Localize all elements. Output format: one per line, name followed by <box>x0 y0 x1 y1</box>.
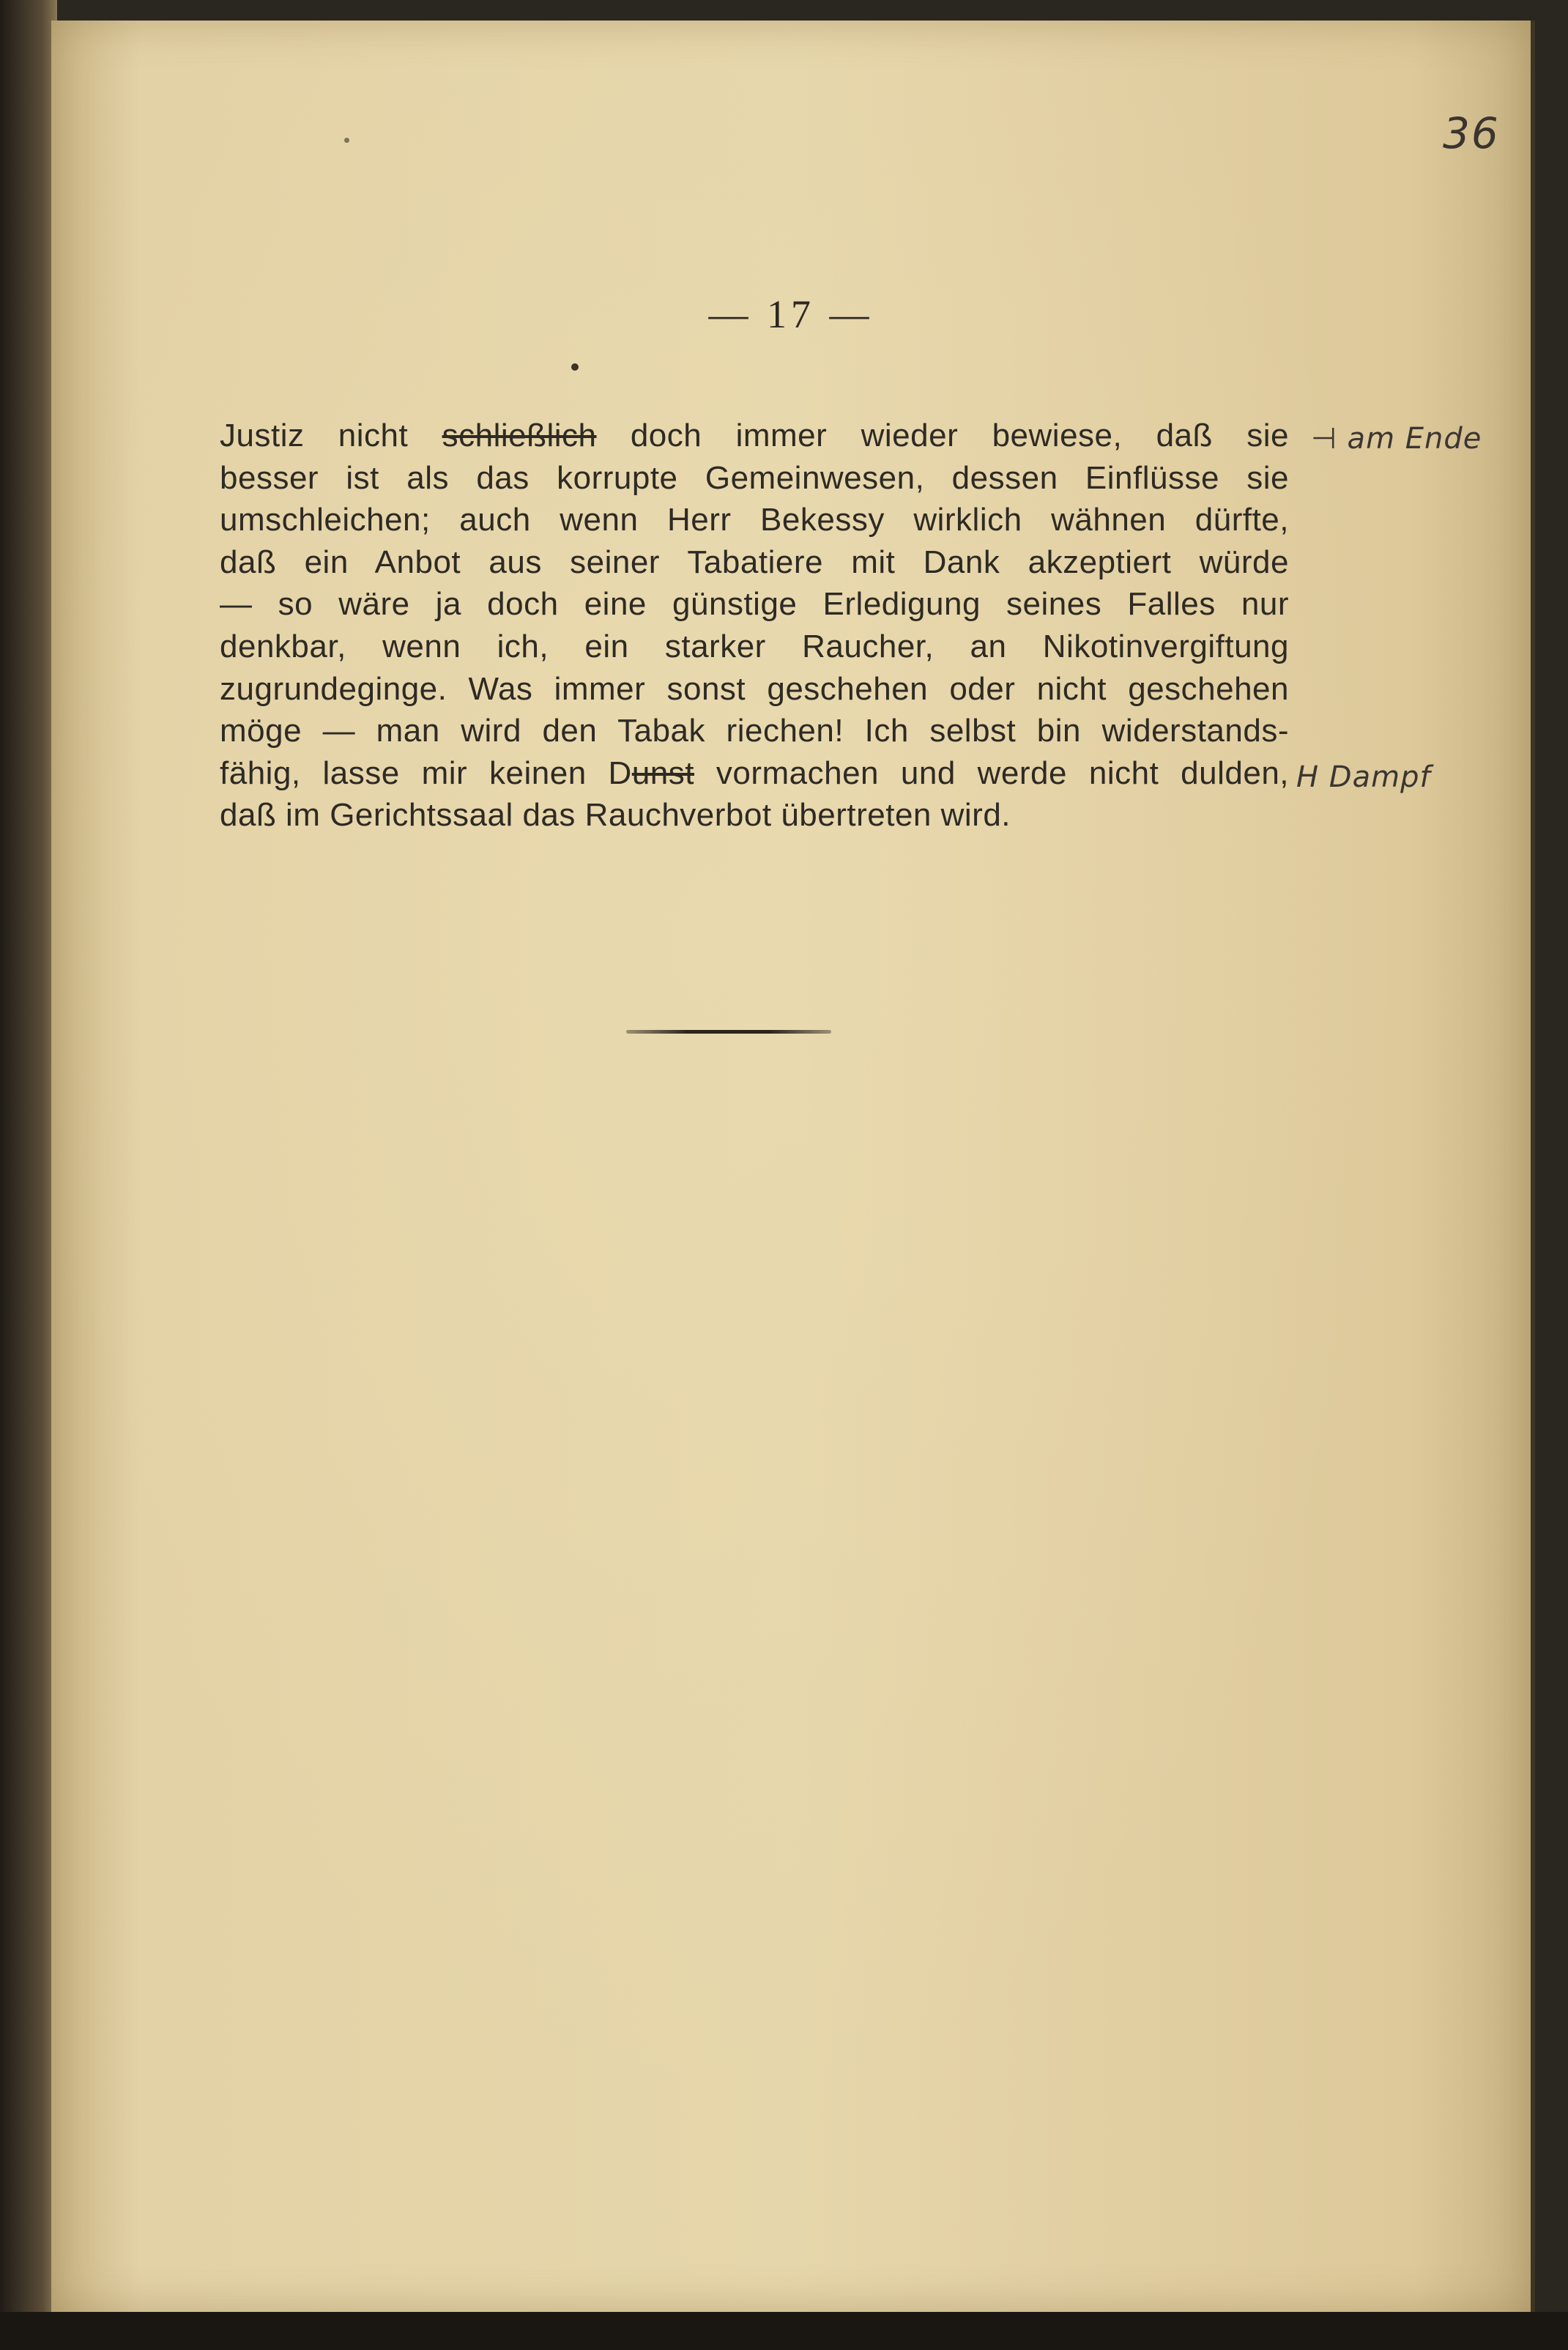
text-line: fähig, lasse mir keinen Dunst vormachen und werde nicht dulden, <box>220 755 1290 791</box>
text-line: besser ist als das korrupte Gemeinwesen, dessen Einflüsse sie <box>220 459 1289 496</box>
scan-bottom-edge <box>0 2312 1568 2350</box>
text-line: Justiz nicht schließlich doch immer wieder bewiese, daß sie <box>220 418 1289 453</box>
margin-note-correction: H Dampf <box>1296 760 1431 794</box>
handwritten-page-number: 36 <box>1443 108 1500 158</box>
text-line: umschleichen; auch wenn Herr Bekessy wirklich wähnen dürfte, <box>220 502 1289 538</box>
end-rule-divider <box>626 1030 831 1034</box>
struck-word: schließlich <box>442 418 597 453</box>
text-line: daß im Gerichtssaal das Rauchverbot übertreten wird. <box>220 797 1011 834</box>
ink-speck <box>571 363 579 371</box>
struck-word: unst <box>631 755 694 791</box>
text-line: möge — man wird den Tabak riechen! Ich selbst bin widerstands- <box>220 713 1289 749</box>
text-line: denkbar, wenn ich, ein starker Raucher, an Nikotinvergiftung <box>220 628 1289 664</box>
margin-note-correction: ⊣ am Ende <box>1311 422 1482 456</box>
text-line: zugrundeginge. Was immer sonst geschehen oder nicht geschehen <box>220 670 1289 707</box>
text-line: — so wäre ja doch eine günstige Erledigung seines Falles nur <box>220 586 1289 623</box>
document-page <box>51 21 1535 2312</box>
text-line: daß ein Anbot aus seiner Tabatiere mit Dank akzeptiert würde <box>220 544 1289 580</box>
body-paragraph <box>220 415 1289 837</box>
book-gutter <box>0 0 57 2350</box>
ink-speck <box>344 138 349 143</box>
printed-folio: — 17 — <box>708 292 874 336</box>
